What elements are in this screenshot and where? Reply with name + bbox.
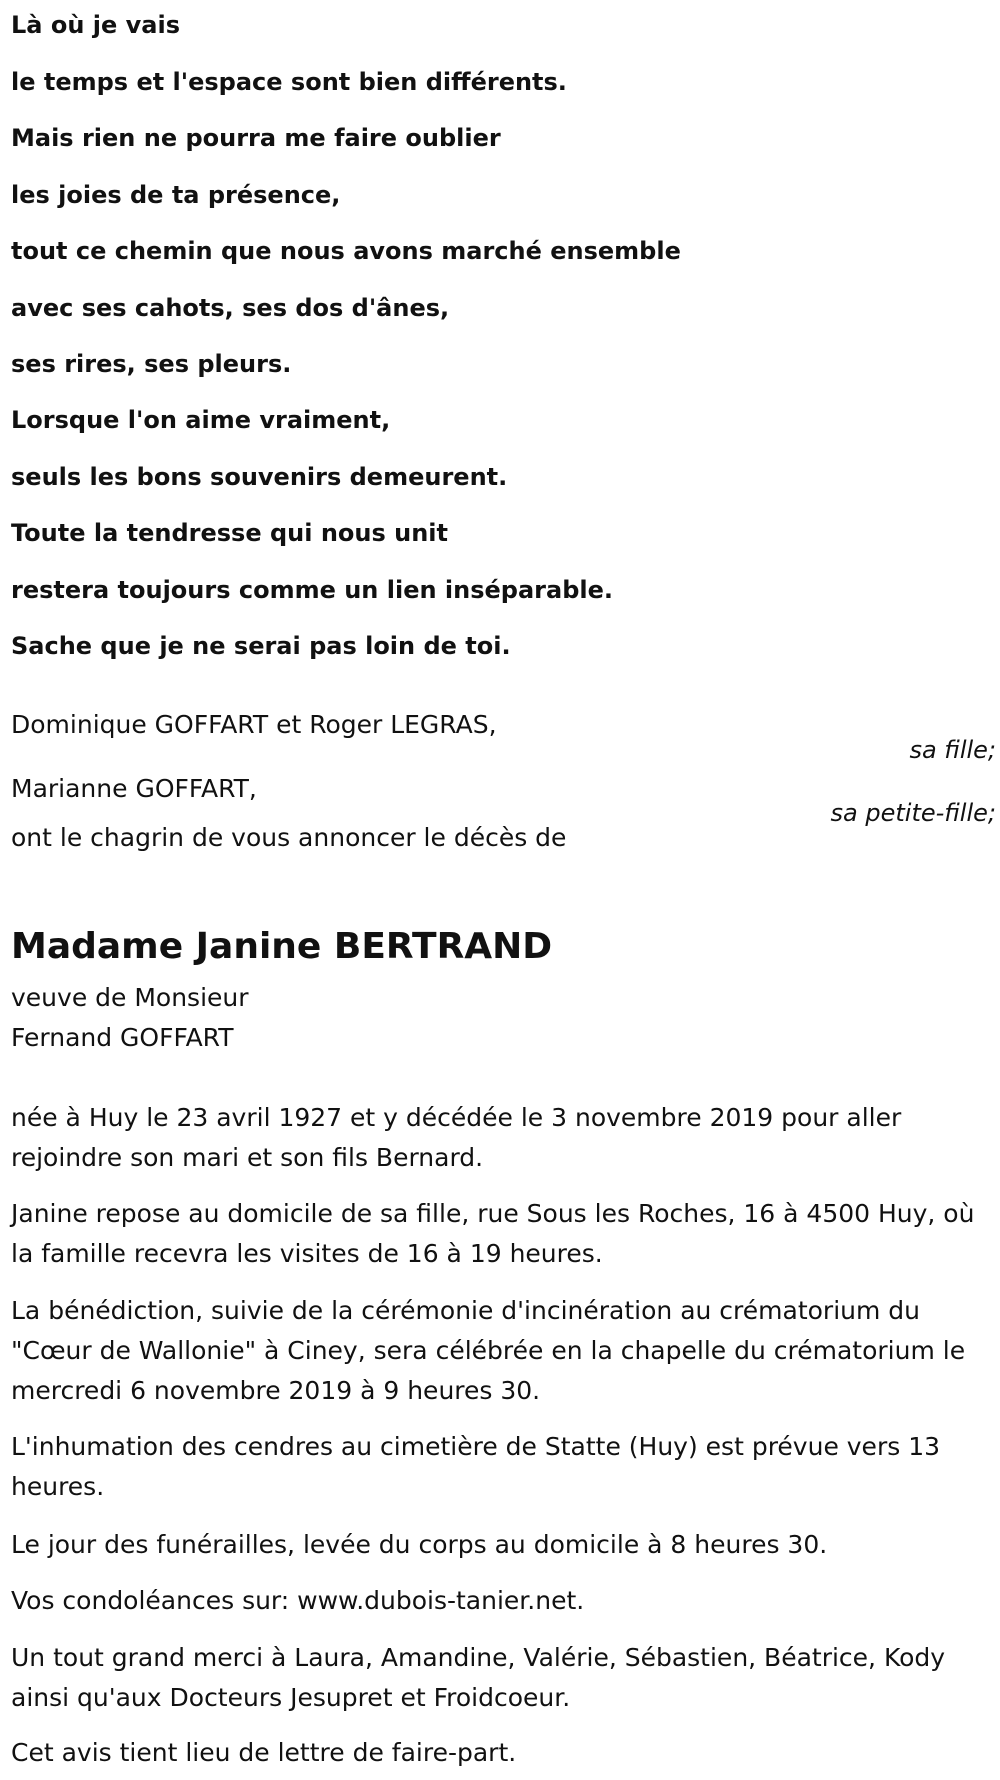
notice-paragraph: L'inhumation des cendres au cimetière de Statte (Huy) est prévue vers 13 heures.: [11, 1432, 941, 1501]
poem-line: les joies de ta présence,: [11, 181, 341, 209]
poem-line: Sache que je ne serai pas loin de toi.: [11, 632, 511, 660]
family-member-name: Dominique GOFFART et Roger LEGRAS,: [11, 710, 497, 739]
family-member-relation: sa fille;: [909, 736, 996, 764]
poem-line: Toute la tendresse qui nous unit: [11, 519, 448, 547]
widow-line: veuve de Monsieur: [11, 983, 249, 1012]
notice-paragraph: Cet avis tient lieu de lettre de faire-part.: [11, 1738, 517, 1767]
notice-paragraph: Le jour des funérailles, levée du corps au domicile à 8 heures 30.: [11, 1530, 828, 1559]
widow-line: Fernand GOFFART: [11, 1023, 234, 1052]
family-member-relation: sa petite-fille;: [830, 799, 996, 827]
condolences-text: Vos condoléances sur: www.dubois-tanier.net.: [11, 1586, 585, 1615]
deceased-name: Madame Janine BERTRAND: [11, 926, 553, 967]
notice-paragraph: née à Huy le 23 avril 1927 et y décédée le 3 novembre 2019 pour aller rejoindre son mari et son fils Bernard.: [11, 1103, 902, 1172]
poem-line: seuls les bons souvenirs demeurent.: [11, 463, 508, 491]
poem-line: restera toujours comme un lien inséparable.: [11, 576, 614, 604]
poem-line: ses rires, ses pleurs.: [11, 350, 292, 378]
family-member-name: Marianne GOFFART,: [11, 774, 257, 803]
notice-paragraph: Un tout grand merci à Laura, Amandine, Valérie, Sébastien, Béatrice, Kody ainsi qu'aux Docteurs Jesupret et Froidcoeur.: [11, 1643, 946, 1712]
poem-line: Là où je vais: [11, 11, 180, 39]
poem-line: avec ses cahots, ses dos d'ânes,: [11, 294, 450, 322]
notice-paragraph: La bénédiction, suivie de la cérémonie d'incinération au crématorium du "Cœur de Wallonie" à Ciney, sera célébrée en la chapelle du crématorium le mercredi 6 novembre 2019 à 9 heures 30.: [11, 1296, 966, 1405]
poem-line: tout ce chemin que nous avons marché ensemble: [11, 237, 681, 265]
notice-paragraph: Janine repose au domicile de sa fille, rue Sous les Roches, 16 à 4500 Huy, où la famille recevra les visites de 16 à 19 heures.: [11, 1199, 975, 1268]
announcement-text: ont le chagrin de vous annoncer le décès de: [11, 823, 567, 852]
poem-line: Lorsque l'on aime vraiment,: [11, 406, 391, 434]
poem-line: le temps et l'espace sont bien différents.: [11, 68, 567, 96]
poem-line: Mais rien ne pourra me faire oublier: [11, 124, 501, 152]
